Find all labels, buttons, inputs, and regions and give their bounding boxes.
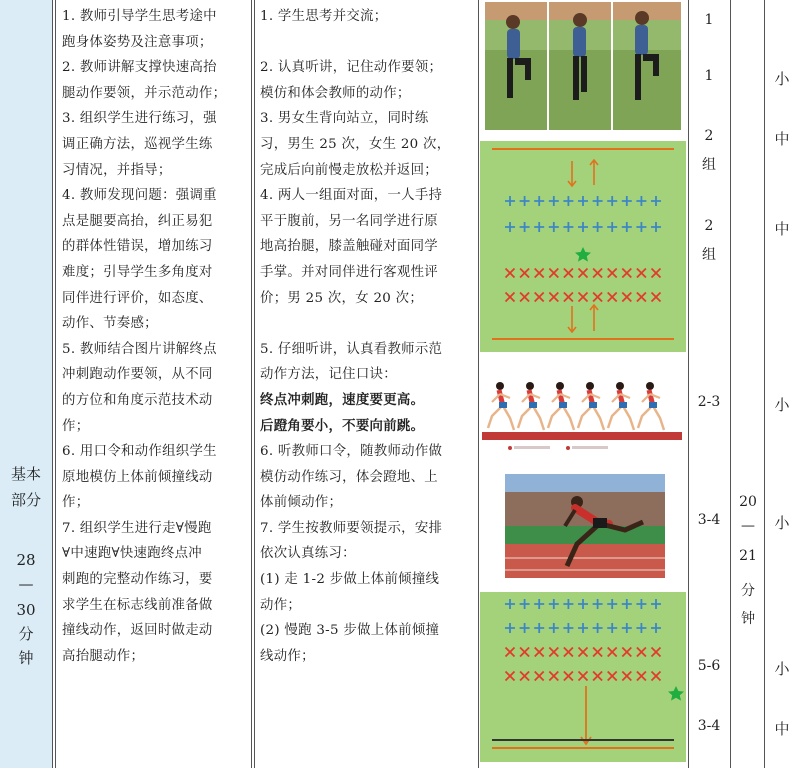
teacher-line: 6. 用口令和动作组织学生: [62, 444, 217, 460]
intensity-value: 小: [774, 514, 790, 532]
student-line: 2. 认真听讲，记住动作要领；: [260, 60, 443, 76]
time-num1: 20: [739, 494, 757, 510]
formation-diagram-1: [480, 141, 686, 352]
repetition-value: 组: [702, 157, 716, 173]
student-line: 动作；: [260, 597, 302, 613]
student-line: (2) 慢跑 3-5 步做上体前倾撞: [260, 623, 440, 639]
teacher-line: 3. 组织学生进行练习，强: [62, 111, 217, 127]
time-unit1: 分: [741, 583, 755, 599]
student-line: 1. 学生思考并交流；: [260, 9, 388, 24]
section-name-line1: 基本: [10, 465, 41, 483]
teacher-line: 难度；引导学生多角度对: [62, 264, 213, 280]
teacher-line: 高抬腿动作；: [62, 648, 145, 664]
intensity-value: 中: [774, 220, 790, 238]
student-line: 后蹬角要小，不要向前跳。: [260, 417, 425, 434]
student-line: 依次认真练习：: [260, 546, 356, 562]
teacher-line: 作；: [62, 495, 90, 511]
teacher-line: 原地模仿上体前倾撞线动: [62, 469, 213, 485]
student-line: 习，男生 25 次，女生 20 次，: [260, 136, 451, 152]
student-line: [260, 30, 478, 56]
time-dash: —: [741, 518, 755, 534]
teacher-line: 撞线动作，返回时做走动: [62, 623, 213, 639]
repetition-value: 组: [702, 247, 716, 263]
time-unit2: 钟: [741, 611, 755, 627]
teacher-line: 求学生在标志线前准备做: [62, 597, 213, 613]
student-line: 3. 男女生背向站立，同时练: [260, 111, 429, 127]
repetition-value: 3-4: [697, 512, 721, 528]
teacher-activities-column: [62, 4, 250, 669]
teacher-line: 习情况，并指导；: [62, 162, 172, 178]
repetition-value: 3-4: [697, 718, 721, 734]
student-line: 地高抬腿，膝盖触碰对面同学: [260, 239, 438, 255]
student-line: 完成后向前慢走放松并返回；: [260, 162, 438, 178]
student-line: 4. 两人一组面对面，一人手持: [260, 188, 443, 204]
teacher-line: 1. 教师引导学生思考途中: [62, 9, 217, 24]
sprinter-finish-photo: [505, 474, 665, 578]
student-line: 模仿和体会教师的动作；: [260, 85, 411, 101]
student-line: [260, 311, 478, 337]
teacher-line: 7. 组织学生进行走∀慢跑: [62, 520, 212, 536]
high-knee-photo-strip: [485, 2, 681, 130]
intensity-value: 小: [774, 70, 790, 88]
repetition-value: 5-6: [697, 658, 721, 674]
section-duration-num2: 30: [16, 601, 36, 619]
sprint-finish-sequence-illustration: [482, 372, 682, 458]
student-line: 7. 学生按教师要领提示，安排: [260, 520, 443, 536]
intensity-value: 小: [774, 660, 790, 678]
student-line: 5. 仔细听讲，认真看教师示范: [260, 341, 443, 357]
teacher-line: 点是腿要高抬，纠正易犯: [62, 213, 213, 229]
teacher-line: 刺跑的完整动作练习，要: [62, 572, 213, 588]
section-duration-num1: 28: [16, 551, 36, 569]
student-line: 体前倾动作；: [260, 495, 343, 511]
student-line: 手掌。并对同伴进行客观性评: [260, 264, 438, 280]
time-num2: 21: [739, 548, 757, 564]
student-line: 线动作；: [260, 648, 315, 664]
intensity-value: 中: [774, 720, 790, 738]
repetition-value: 2: [704, 218, 714, 234]
student-line: 平于腹前，另一名同学进行原: [260, 213, 438, 229]
student-activities-column: [260, 4, 478, 669]
teacher-line: 调正确方法，巡视学生练: [62, 136, 213, 152]
teacher-line: 腿动作要领，并示范动作；: [62, 85, 227, 101]
teacher-line: 4. 教师发现问题：强调重: [62, 188, 217, 204]
teacher-line: 同伴进行评价，如态度、: [62, 290, 213, 306]
teacher-line: 跑身体姿势及注意事项；: [62, 34, 213, 50]
student-line: 价；男 25 次，女 20 次；: [260, 290, 424, 306]
repetition-value: 2-3: [697, 394, 721, 410]
intensity-value: 中: [774, 130, 790, 148]
teacher-line: 动作、节奏感；: [62, 316, 158, 332]
teacher-line: 的方位和角度示范技术动: [62, 392, 213, 408]
student-line: 终点冲刺跑，速度要更高。: [260, 391, 425, 408]
repetition-value: 1: [704, 12, 714, 28]
section-duration-unit1: 分: [18, 625, 34, 643]
section-duration-dash: —: [18, 575, 34, 593]
teacher-line: ∀中速跑∀快速跑终点冲: [62, 546, 202, 562]
teacher-line: 5. 教师结合图片讲解终点: [62, 341, 217, 357]
teacher-line: 作；: [62, 418, 90, 434]
formation-diagram-2: [480, 592, 686, 762]
teacher-line: 的群体性错误，增加练习: [62, 239, 213, 255]
student-line: 6. 听教师口令，随教师动作做: [260, 444, 443, 460]
student-line: 动作方法，记住口诀：: [260, 367, 397, 383]
teacher-line: 冲刺跑动作要领，从不同: [62, 367, 213, 383]
section-duration-unit2: 钟: [18, 649, 34, 667]
repetition-value: 2: [704, 128, 714, 144]
student-line: (1) 走 1-2 步做上体前倾撞线: [260, 572, 440, 588]
intensity-value: 小: [774, 396, 790, 414]
teacher-line: 2. 教师讲解支撑快速高抬: [62, 60, 217, 76]
section-name-line2: 部分: [10, 491, 41, 509]
repetition-value: 1: [704, 68, 714, 84]
student-line: 模仿动作练习，体会蹬地、上: [260, 469, 438, 485]
